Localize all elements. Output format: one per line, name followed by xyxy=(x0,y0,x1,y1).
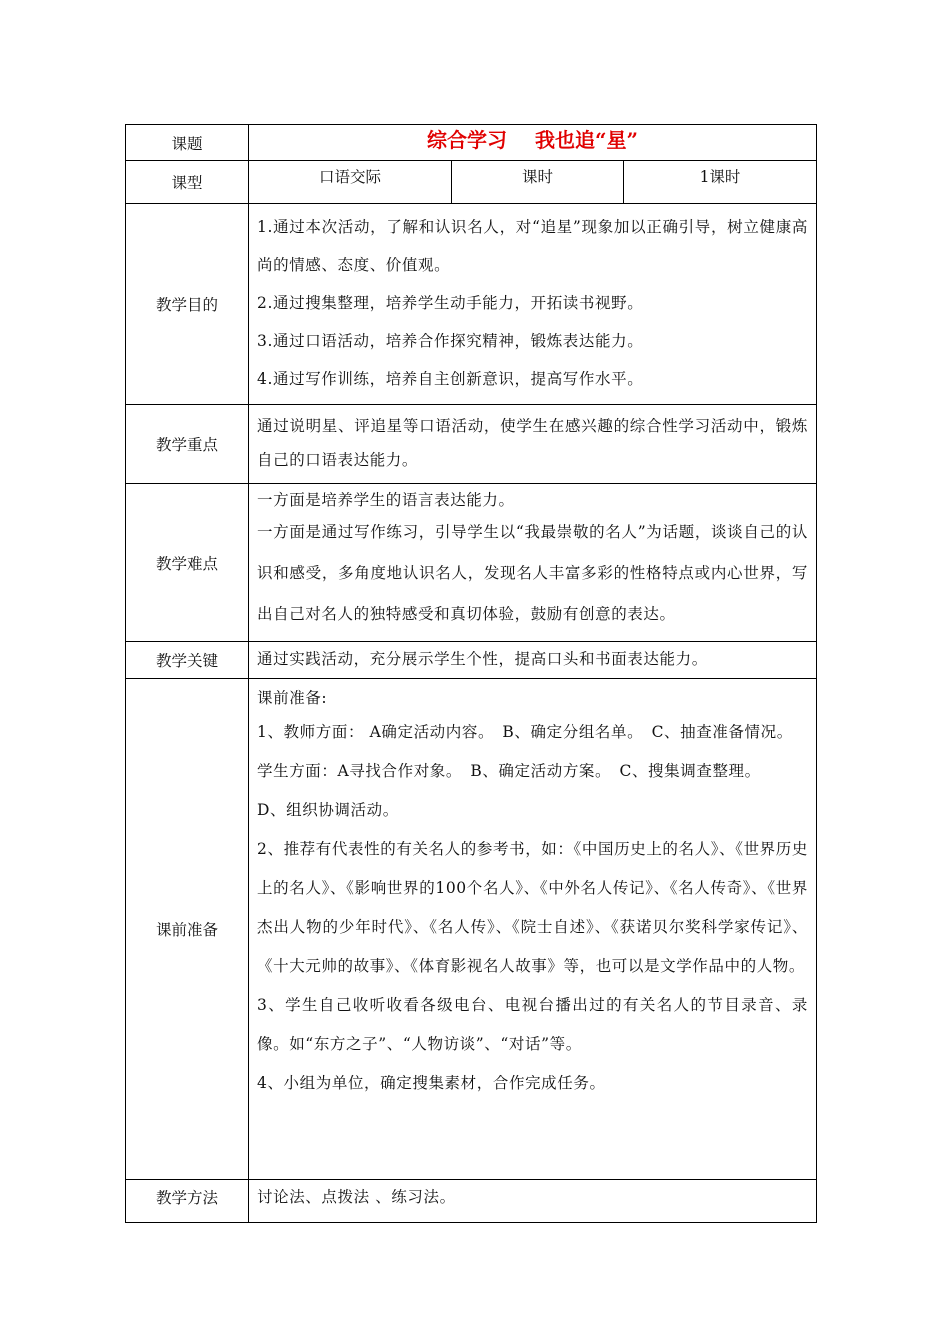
row-difficulty xyxy=(126,484,817,642)
key-content xyxy=(249,642,817,679)
goals-line: 4.通过写作训练，培养自主创新意识，提高写作水平。 xyxy=(257,370,644,388)
difficulty-label: 教学难点 xyxy=(126,484,249,642)
prep-line: D、组织协调活动。 xyxy=(257,801,399,819)
prep-line: 课前准备: xyxy=(257,689,328,707)
lesson-plan-table xyxy=(125,124,817,1223)
hours-value: 1课时 xyxy=(624,161,817,204)
row-type xyxy=(126,161,817,204)
goals-line: 2.通过搜集整理，培养学生动手能力，开拓读书视野。 xyxy=(257,294,644,312)
focus-label: 教学重点 xyxy=(126,405,249,484)
difficulty-line: 一方面是通过写作练习，引导学生以“我最崇敬的名人”为话题，谈谈自己的认识和感受，多角度地认识名人，发现名人丰富多彩的性格特点或内心世界，写出自己对名人的独特感受和真切体验，鼓励有创意的表达。 xyxy=(257,523,808,623)
prep-content xyxy=(249,679,817,1180)
method-label: 教学方法 xyxy=(126,1180,249,1223)
method-line: 讨论法、点拨法 、练习法。 xyxy=(257,1188,456,1206)
focus-content xyxy=(249,405,817,484)
key-label: 教学关键 xyxy=(126,642,249,679)
difficulty-line: 一方面是培养学生的语言表达能力。 xyxy=(257,491,515,509)
goals-line: 1.通过本次活动，了解和认识名人，对“追星”现象加以正确引导，树立健康高尚的情感、态度、价值观。 xyxy=(257,218,808,274)
row-prep xyxy=(126,679,817,1180)
goals-label: 教学目的 xyxy=(126,204,249,405)
focus-line: 通过说明星、评追星等口语活动，使学生在感兴趣的综合性学习活动中，锻炼自己的口语表达能力。 xyxy=(257,417,808,469)
goals-content xyxy=(249,204,817,405)
row-focus xyxy=(126,405,817,484)
row-goals xyxy=(126,204,817,405)
hours-label: 课时 xyxy=(452,161,624,204)
key-line: 通过实践活动，充分展示学生个性，提高口头和书面表达能力。 xyxy=(257,650,708,668)
method-content xyxy=(249,1180,817,1223)
lesson-title-part-a: 综合学习 xyxy=(426,128,507,152)
lesson-title-part-b: 我也追“星” xyxy=(534,128,638,152)
row-key xyxy=(126,642,817,679)
goals-line: 3.通过口语活动，培养合作探究精神，锻炼表达能力。 xyxy=(257,332,644,350)
prep-line: 3、学生自己收听收看各级电台、电视台播出过的有关名人的节目录音、录像。如“东方之子”、“人物访谈”、“对话”等。 xyxy=(257,996,808,1053)
topic-label: 课题 xyxy=(126,125,249,161)
type-value: 口语交际 xyxy=(249,161,452,204)
prep-line: 学生方面：A寻找合作对象。 B、确定活动方案。 C、搜集调查整理。 xyxy=(257,762,761,780)
row-topic xyxy=(126,125,817,161)
prep-line: 1、教师方面： A确定活动内容。 B、确定分组名单。 C、抽查准备情况。 xyxy=(257,723,793,741)
prep-line: 2、推荐有代表性的有关名人的参考书，如：《中国历史上的名人》、《世界历史上的名人》、《影响世界的100个名人》、《中外名人传记》、《名人传奇》、《世界杰出人物的少年时代》、《名人传》、《院士自述》、《获诺贝尔奖科学家传记》、《十大元帅的故事》、《体育影视名人故事》等，也可以是文学作品中的人物。 xyxy=(257,840,808,975)
prep-label: 课前准备 xyxy=(126,679,249,1180)
lesson-title xyxy=(249,125,817,161)
type-label: 课型 xyxy=(126,161,249,204)
row-method xyxy=(126,1180,817,1223)
difficulty-content xyxy=(249,484,817,642)
prep-line: 4、小组为单位，确定搜集素材，合作完成任务。 xyxy=(257,1074,606,1092)
